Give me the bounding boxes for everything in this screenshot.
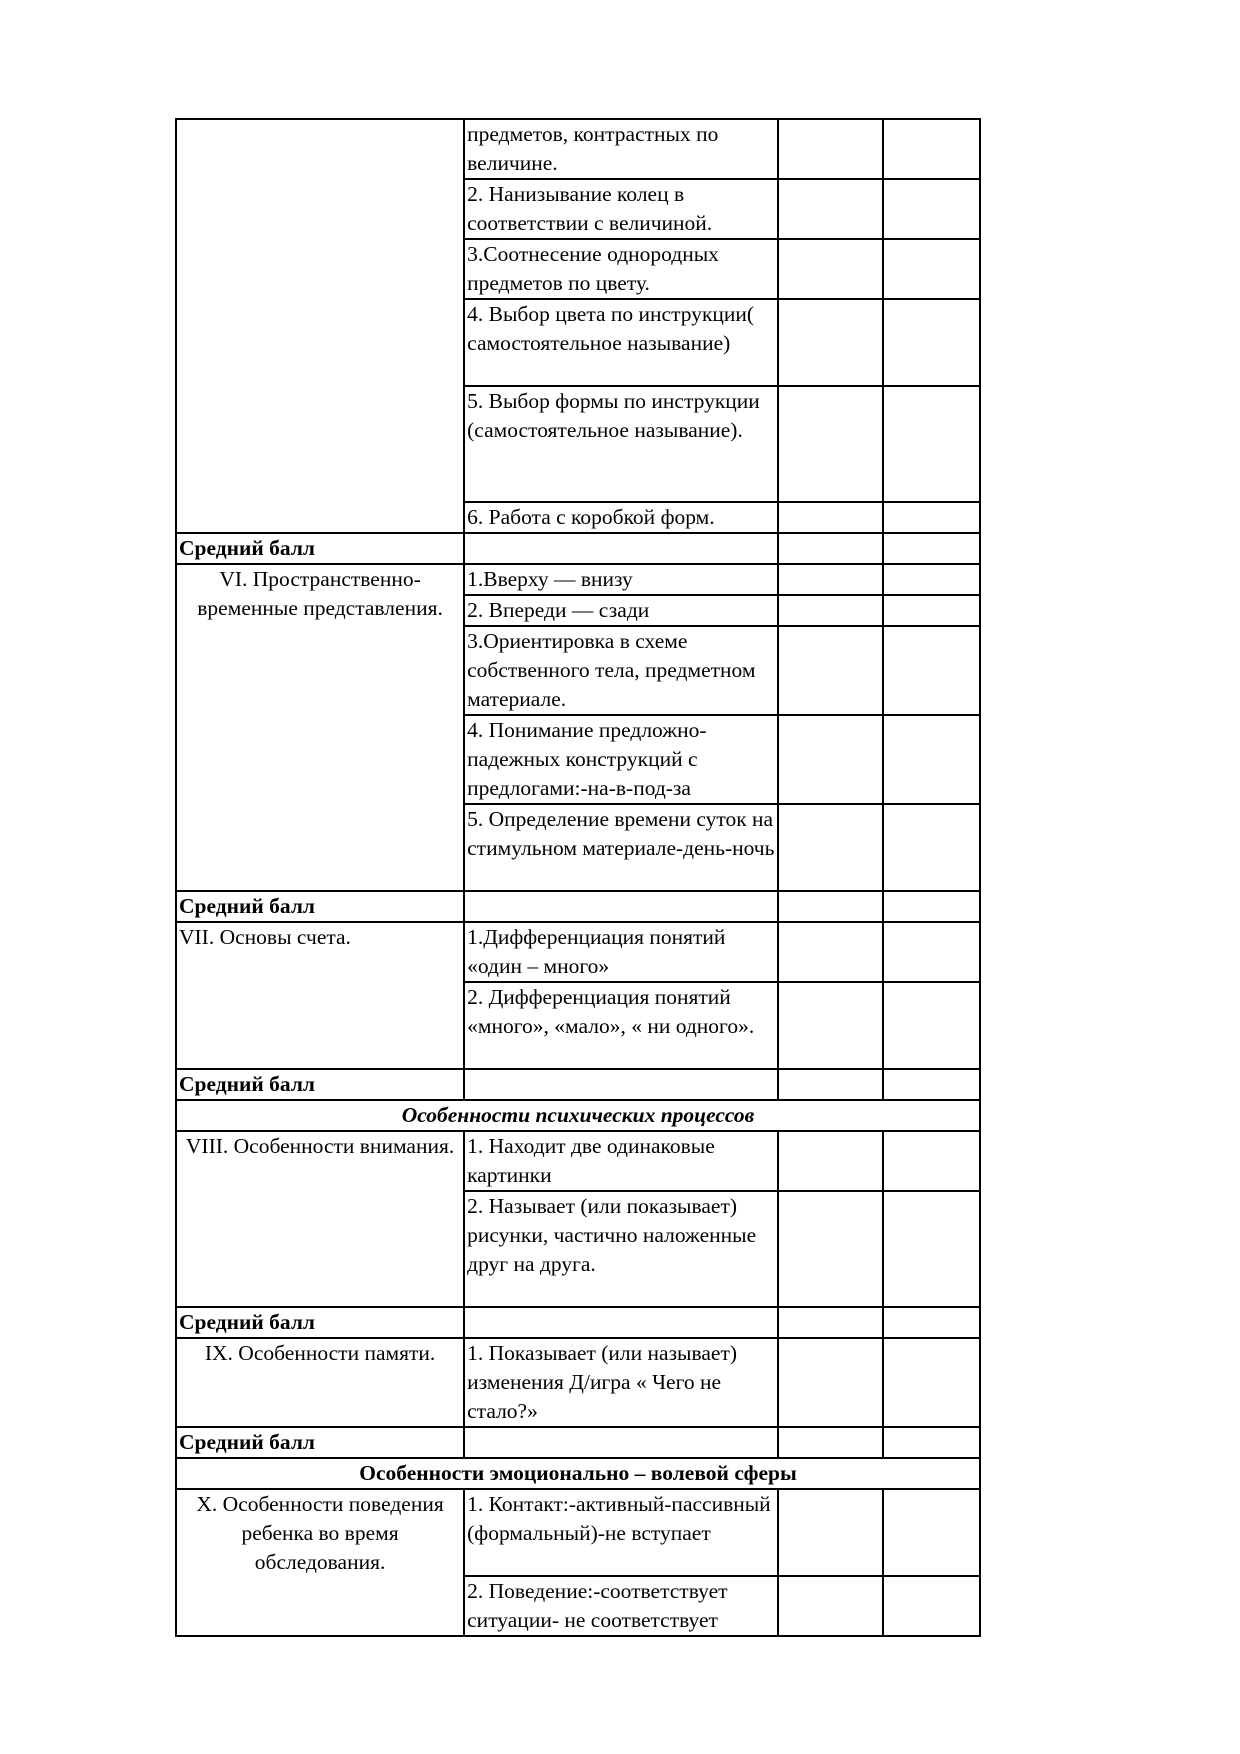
average-label: Средний балл <box>176 1069 464 1100</box>
score-cell <box>778 1307 883 1338</box>
score-cell <box>778 982 883 1069</box>
score-cell <box>778 564 883 595</box>
average-label: Средний балл <box>176 533 464 564</box>
average-row <box>176 891 980 922</box>
criterion-cell: 1.Вверху — внизу <box>464 564 778 595</box>
score-cell <box>778 119 883 179</box>
criterion-cell: 2. Впереди — сзади <box>464 595 778 626</box>
section-heading-row <box>176 1100 980 1131</box>
criterion-cell: 4. Понимание предложно-падежных конструкций с предлогами:-на-в-под-за <box>464 715 778 804</box>
score-cell <box>778 386 883 502</box>
criterion-cell: 2. Нанизывание колец в соответствии с величиной. <box>464 179 778 239</box>
score-cell <box>778 626 883 715</box>
score-cell <box>883 1338 980 1427</box>
criterion-cell: 4. Выбор цвета по инструкции( самостоятельное называние) <box>464 299 778 386</box>
criterion-cell <box>464 533 778 564</box>
average-row <box>176 1427 980 1458</box>
score-cell <box>883 239 980 299</box>
criterion-cell: 1.Дифференциация понятий «один – много» <box>464 922 778 982</box>
score-cell <box>778 715 883 804</box>
criterion-cell: 1. Контакт:-активный-пассивный (формальный)-не вступает <box>464 1489 778 1576</box>
criterion-cell <box>464 891 778 922</box>
table-row <box>176 1489 980 1576</box>
score-cell <box>883 179 980 239</box>
score-cell <box>883 626 980 715</box>
score-cell <box>778 922 883 982</box>
section-title-cell: VI. Пространственно-временные представления. <box>176 564 464 891</box>
criterion-cell: 5. Определение времени суток на стимульном материале-день-ночь <box>464 804 778 891</box>
criterion-cell: 2. Дифференциация понятий «много», «мало», « ни одного». <box>464 982 778 1069</box>
score-cell <box>883 1489 980 1576</box>
score-cell <box>778 595 883 626</box>
criterion-cell <box>464 1307 778 1338</box>
score-cell <box>883 1307 980 1338</box>
score-cell <box>778 1576 883 1636</box>
table-row <box>176 1131 980 1191</box>
criterion-cell: 2. Называет (или показывает) рисунки, частично наложенные друг на друга. <box>464 1191 778 1307</box>
section-title-cell: X. Особенности поведения ребенка во время обследования. <box>176 1489 464 1636</box>
criterion-cell: 3.Соотнесение однородных предметов по цвету. <box>464 239 778 299</box>
score-cell <box>883 1131 980 1191</box>
criterion-cell: 2. Поведение:-соответствует ситуации- не соответствует <box>464 1576 778 1636</box>
average-label: Средний балл <box>176 1427 464 1458</box>
criterion-cell: 1. Находит две одинаковые картинки <box>464 1131 778 1191</box>
criterion-cell: 3.Ориентировка в схеме собственного тела, предметном материале. <box>464 626 778 715</box>
assessment-table <box>175 118 981 1637</box>
section-heading: Особенности эмоционально – волевой сферы <box>176 1458 980 1489</box>
score-cell <box>883 533 980 564</box>
score-cell <box>778 891 883 922</box>
score-cell <box>883 1427 980 1458</box>
score-cell <box>778 1489 883 1576</box>
score-cell <box>778 533 883 564</box>
score-cell <box>778 179 883 239</box>
score-cell <box>778 299 883 386</box>
section-heading-row <box>176 1458 980 1489</box>
score-cell <box>778 502 883 533</box>
score-cell <box>883 804 980 891</box>
score-cell <box>778 239 883 299</box>
score-cell <box>883 715 980 804</box>
section-title-cell: VII. Основы счета. <box>176 922 464 1069</box>
table-row <box>176 922 980 982</box>
section-heading: Особенности психических процессов <box>176 1100 980 1131</box>
section-title-cell: VIII. Особенности внимания. <box>176 1131 464 1307</box>
table-row <box>176 119 980 179</box>
score-cell <box>778 1191 883 1307</box>
score-cell <box>883 564 980 595</box>
section-title-cell: IX. Особенности памяти. <box>176 1338 464 1427</box>
score-cell <box>883 502 980 533</box>
average-row <box>176 1069 980 1100</box>
score-cell <box>883 1069 980 1100</box>
criterion-cell: предметов, контрастных по величине. <box>464 119 778 179</box>
score-cell <box>883 595 980 626</box>
score-cell <box>778 1427 883 1458</box>
table-row <box>176 1338 980 1427</box>
criterion-cell: 1. Показывает (или называет) изменения Д/игра « Чего не стало?» <box>464 1338 778 1427</box>
average-label: Средний балл <box>176 891 464 922</box>
criterion-cell: 5. Выбор формы по инструкции (самостоятельное называние). <box>464 386 778 502</box>
average-row <box>176 1307 980 1338</box>
score-cell <box>883 922 980 982</box>
score-cell <box>883 386 980 502</box>
score-cell <box>778 804 883 891</box>
score-cell <box>778 1131 883 1191</box>
criterion-cell: 6. Работа с коробкой форм. <box>464 502 778 533</box>
average-label: Средний балл <box>176 1307 464 1338</box>
criterion-cell <box>464 1069 778 1100</box>
section-title-cell <box>176 119 464 533</box>
score-cell <box>883 119 980 179</box>
score-cell <box>883 299 980 386</box>
score-cell <box>883 1191 980 1307</box>
score-cell <box>883 1576 980 1636</box>
score-cell <box>778 1338 883 1427</box>
average-row <box>176 533 980 564</box>
score-cell <box>883 982 980 1069</box>
score-cell <box>883 891 980 922</box>
score-cell <box>778 1069 883 1100</box>
criterion-cell <box>464 1427 778 1458</box>
table-row <box>176 564 980 595</box>
